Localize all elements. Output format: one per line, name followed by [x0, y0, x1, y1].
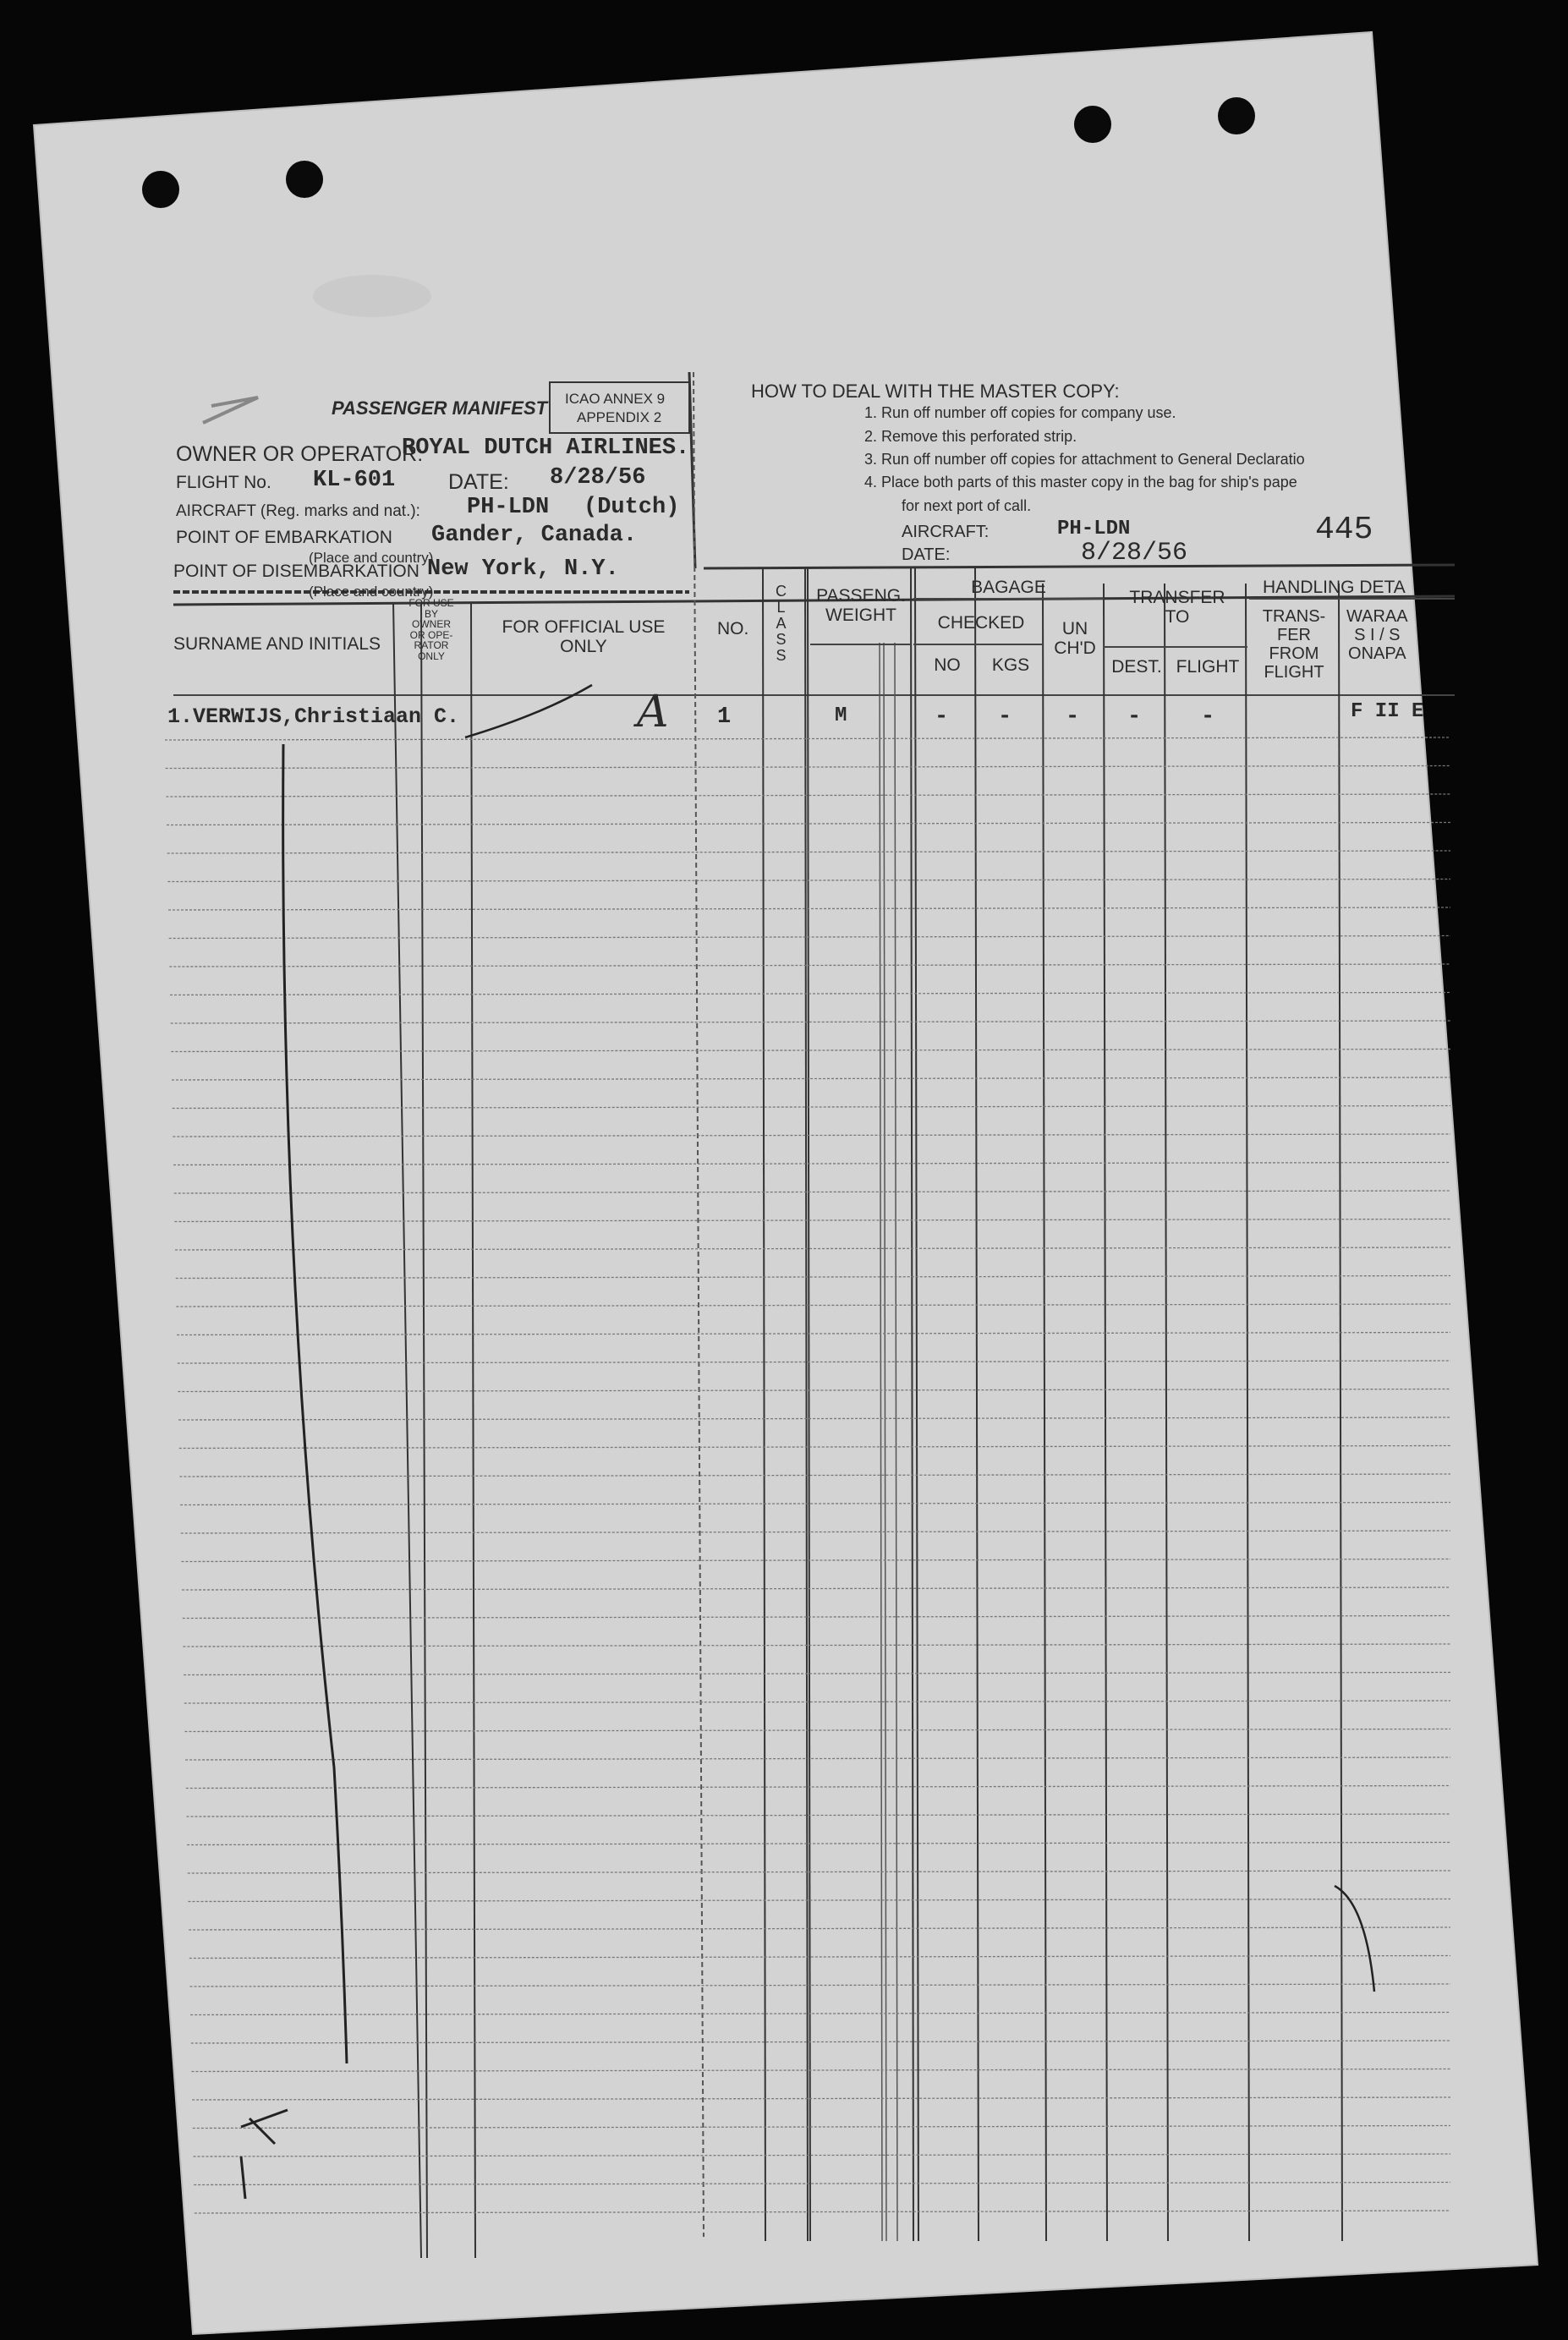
punch-hole [1074, 106, 1111, 143]
instruction-2: 2. Remove this perforated strip. [864, 428, 1077, 445]
col-surname: SURNAME AND INITIALS [173, 634, 381, 654]
bag-no: - [935, 704, 949, 730]
instructions-heading: HOW TO DEAL WITH THE MASTER COPY: [751, 381, 1120, 402]
col-checked-kgs: KGS [991, 655, 1030, 675]
disembarkation-value: New York, N.Y. [427, 556, 619, 582]
instructions-aircraft-label: AIRCRAFT: [902, 523, 990, 541]
col-no: NO. [717, 619, 749, 638]
instruction-4-cont: for next port of call. [902, 497, 1032, 514]
owner-label: OWNER OR OPERATOR: [176, 442, 424, 466]
instruction-3: 3. Run off number off copies for attachment to General Declaratio [864, 451, 1305, 468]
paper [34, 32, 1538, 2334]
punch-hole [142, 171, 179, 208]
bag-kgs: - [998, 704, 1012, 730]
bag-unchecked: - [1066, 704, 1080, 730]
aircraft-value: PH-LDN [467, 495, 550, 520]
col-checked: CHECKED [937, 613, 1025, 633]
manifest-title: PASSENGER MANIFEST [332, 397, 548, 419]
col-flight: FLIGHT [1176, 657, 1240, 677]
nationality-value: (Dutch) [584, 495, 680, 520]
page-number: 445 [1315, 512, 1373, 548]
date-value: 8/28/56 [550, 465, 646, 490]
punch-hole [1218, 97, 1255, 134]
embarkation-value: Gander, Canada. [431, 523, 638, 548]
date-label: DATE: [448, 470, 509, 494]
instructions-aircraft-value: PH-LDN [1057, 518, 1131, 540]
col-dest: DEST. [1111, 657, 1162, 677]
col-unchecked: UN CH'D [1054, 619, 1096, 659]
instructions-date-label: DATE: [902, 545, 951, 564]
passenger-weight-mark: M [835, 704, 847, 727]
official-mark: A [637, 687, 669, 737]
transfer-flight: - [1201, 704, 1215, 730]
embarkation-label: POINT OF EMBARKATION [176, 528, 392, 547]
embarkation-sub: (Place and country) [309, 550, 434, 566]
col-transfer-from: TRANS- FER FROM FLIGHT [1262, 607, 1326, 682]
col-official-use: FOR OFFICIAL USE ONLY [502, 617, 666, 657]
punch-hole [286, 161, 323, 198]
disembarkation-sub: (Place and country) [309, 584, 434, 600]
col-bagage: BAGAGE [971, 578, 1046, 597]
instruction-1: 1. Run off number off copies for company use. [864, 404, 1176, 421]
icao-box-line-2: APPENDIX 2 [577, 409, 662, 425]
flight-value: KL-601 [313, 468, 396, 493]
col-waraa: WARAA S I / S ONAPA [1346, 607, 1408, 663]
transfer-dest: - [1127, 704, 1142, 730]
icao-box-line-1: ICAO ANNEX 9 [565, 391, 666, 407]
instruction-4: 4. Place both parts of this master copy in the bag for ship's pape [864, 474, 1297, 490]
col-handling: HANDLING DETA [1263, 578, 1406, 597]
handling-code: F II E [1351, 700, 1424, 723]
instructions-date-value: 8/28/56 [1081, 539, 1188, 567]
col-passenger-weight: PASSENG. WEIGHT [816, 586, 906, 626]
disembarkation-label: POINT OF DISEMBARKATION [173, 562, 419, 581]
owner-value: ROYAL DUTCH AIRLINES. [402, 436, 690, 461]
col-transfer-to: TRANSFER TO [1129, 588, 1225, 627]
passenger-name: 1.VERWIJS,Christiaan C. [167, 704, 460, 729]
aircraft-label: AIRCRAFT (Reg. marks and nat.): [176, 502, 420, 520]
col-class: C L A S S [776, 583, 787, 664]
flight-label: FLIGHT No. [176, 473, 271, 492]
col-checked-no: NO [934, 655, 961, 675]
col-owner-use: FOR USE BY OWNER OR OPE- RATOR ONLY [408, 597, 454, 662]
passenger-no: 1 [717, 704, 732, 730]
